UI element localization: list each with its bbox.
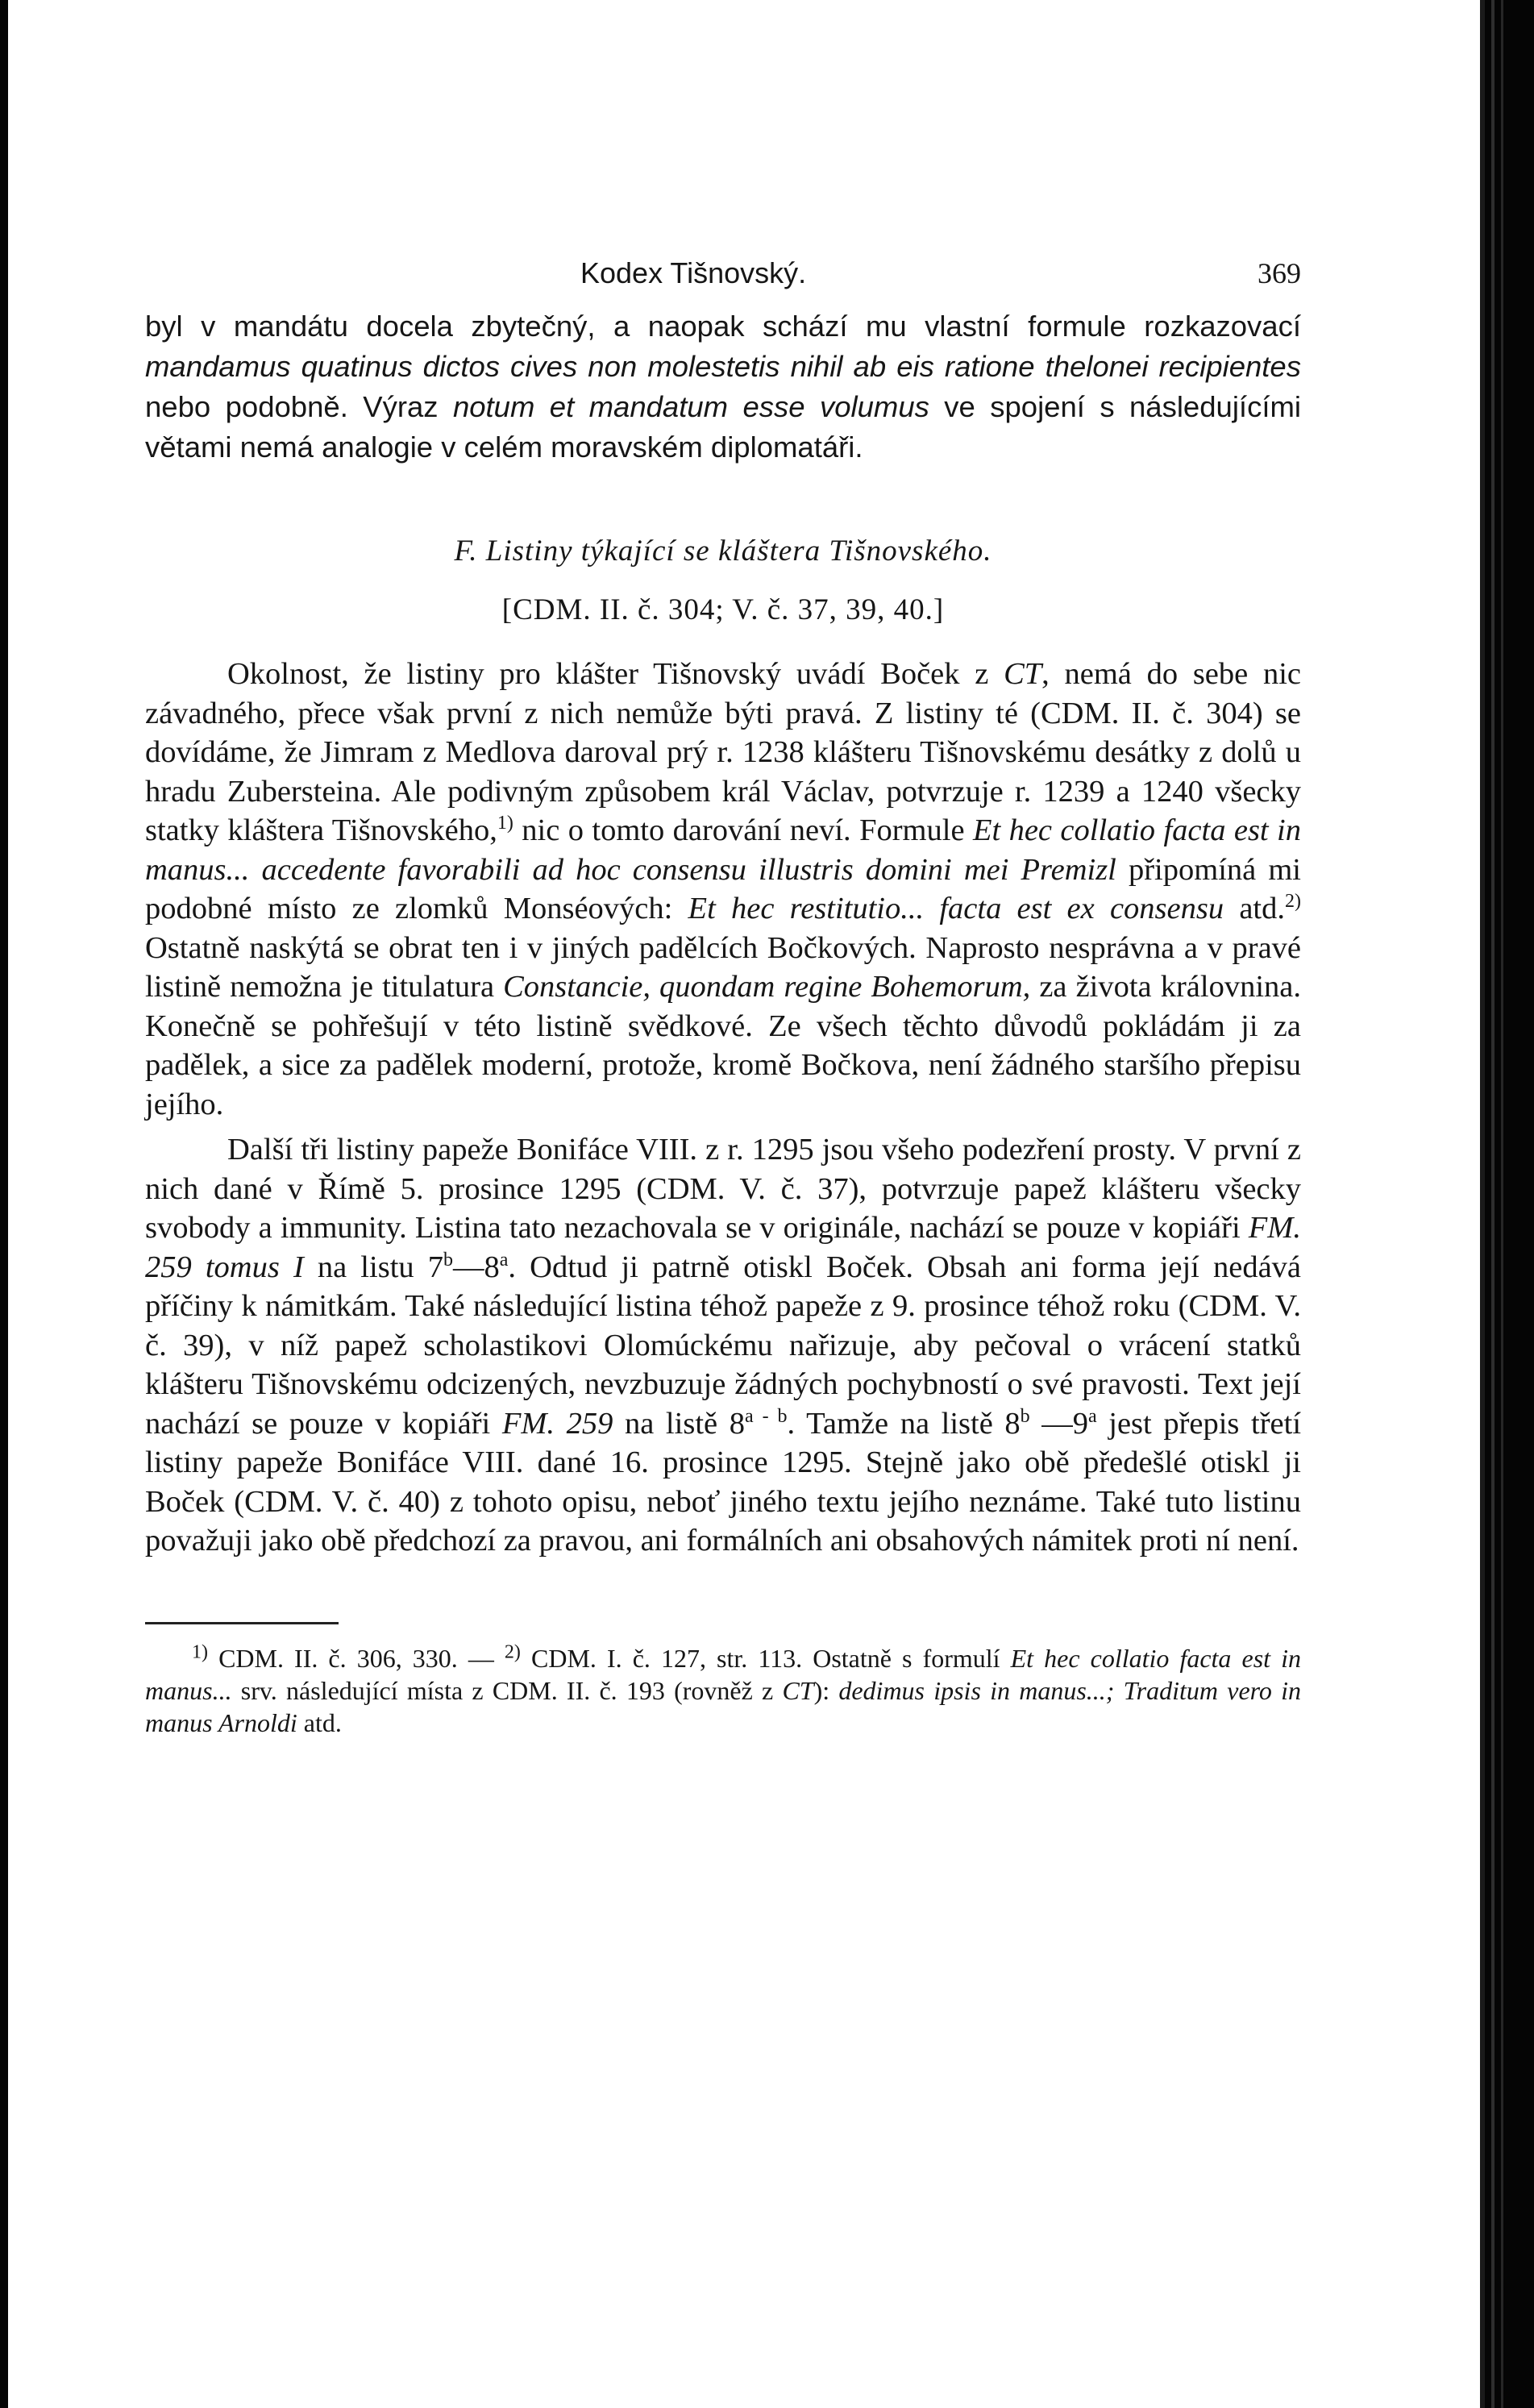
scanned-page	[8, 0, 1483, 2408]
section-heading: F. Listiny týkající se kláštera Tišnovského.	[454, 534, 992, 568]
intro-paragraph: byl v mandátu docela zbytečný, a naopak schází mu vlastní formule rozkazovací mandamus quatinus dictos cives non molestetis nihil ab eis ratione thelonei recipientes nebo podobně. Výraz notum et mandatum esse volumus ve spojení s následujícími větami nemá analogie v celém moravském diplomatáři.	[145, 310, 1301, 464]
footnotes	[145, 1642, 1301, 1739]
page-number: 369	[1258, 257, 1301, 289]
body-text	[145, 655, 1301, 1561]
footnote-text: $^{1)}$ CDM. II. č. 306, 330. — $^{2)}$ CDM. I. č. 127, str. 113. Ostatně s formulí Et hec collatio facta est in manus... srv. následující místa z CDM. II. č. 193 (rovněž z CT): dedimus ipsis in manus...; Traditum vero in manus Arnoldi atd.	[145, 1641, 1302, 1737]
scan-edge	[1501, 0, 1503, 2408]
running-title: Kodex Tišnovský.	[580, 256, 807, 289]
footnote-ref-1: 1)	[497, 813, 513, 834]
section-reference: [CDM. II. č. 304; V. č. 37, 39, 40.]	[501, 593, 945, 626]
scan-edge	[1491, 0, 1495, 2408]
footnote-divider	[145, 1622, 339, 1624]
footnote-ref-2: 2)	[1285, 891, 1301, 913]
paragraph-2: Další tři listiny papeže Bonifáce VIII. z r. 1295 jsou všeho podezření prosty. V první z nich dané v Římě 5. prosince 1295 (CDM. V. č. 37), potvrzuje papež klášteru všecky svobody a immunity. Listina tato nezachovala se v originále, nachází se pouze v kopiáři FM. 259 tomus I na listu 7$^b$—8$^a$. Odtud ji patrně otiskl Boček. Obsah ani forma její nedává příčiny k námitkám. Také následující listina téhož papeže z 9. prosince téhož roku (CDM. V. č. 39), v níž papež scholastikovi Olomúckému nařizuje, aby pečoval o vrácení statků klášteru Tišnovskému odcizených, nevzbuzuje žádných pochybností o své pravosti. Text její nachází se pouze v kopiáři FM. 259 na listě 8$^{a - b}$. Tamže na listě 8$^b$ —9$^a$ jest přepis třetí listiny papeže Bonifáce VIII. dané 16. prosince 1295. Stejně jako obě předešlé otiskl ji Boček (CDM. V. č. 40) z tohoto opisu, neboť jiného textu jejího neznáme. Také tuto listinu považuji jako obě předchozí za pravou, ani formálních ani obsahových námitek proti ní není.	[145, 1133, 1302, 1558]
paragraph-1: Okolnost, že listiny pro klášter Tišnovský uvádí Boček z CT, nemá do sebe nic závadného, přece však první z nich nemůže býti pravá. Z listiny té (CDM. II. č. 304) se dovídáme, že Jimram z Medlova daroval prý r. 1238 klášteru Tišnovskému desátky z dolů u hradu Zubersteina. Ale podivným způsobem král Václav, potvrzuje r. 1239 a 1240 všecky statky kláštera Tišnovského,$^{1)}$ nic o tomto darování neví. Formule Et hec collatio facta est in manus... accedente favorabili ad hoc consensu illustris domini mei Premizl připomíná mi podobné místo ze zlomků Monséových: Et hec restitutio... facta est ex consensu atd.$^{2)}$ Ostatně naskýtá se obrat ten i v jiných padělcích Bočkových. Naprosto nesprávna a v pravé listině nemožna je titulatura Constancie, quondam regine Bohemorum, za života královnina. Konečně se pohřešují v této listině svědkové. Ze všech těchto důvodů pokládám ji za padělek, a sice za padělek moderní, protože, kromě Bočkova, není žádného staršího přepisu jejího.	[145, 657, 1301, 1121]
scan-edge	[1480, 0, 1485, 2408]
running-header	[145, 242, 1301, 290]
page-content	[145, 242, 1301, 1739]
